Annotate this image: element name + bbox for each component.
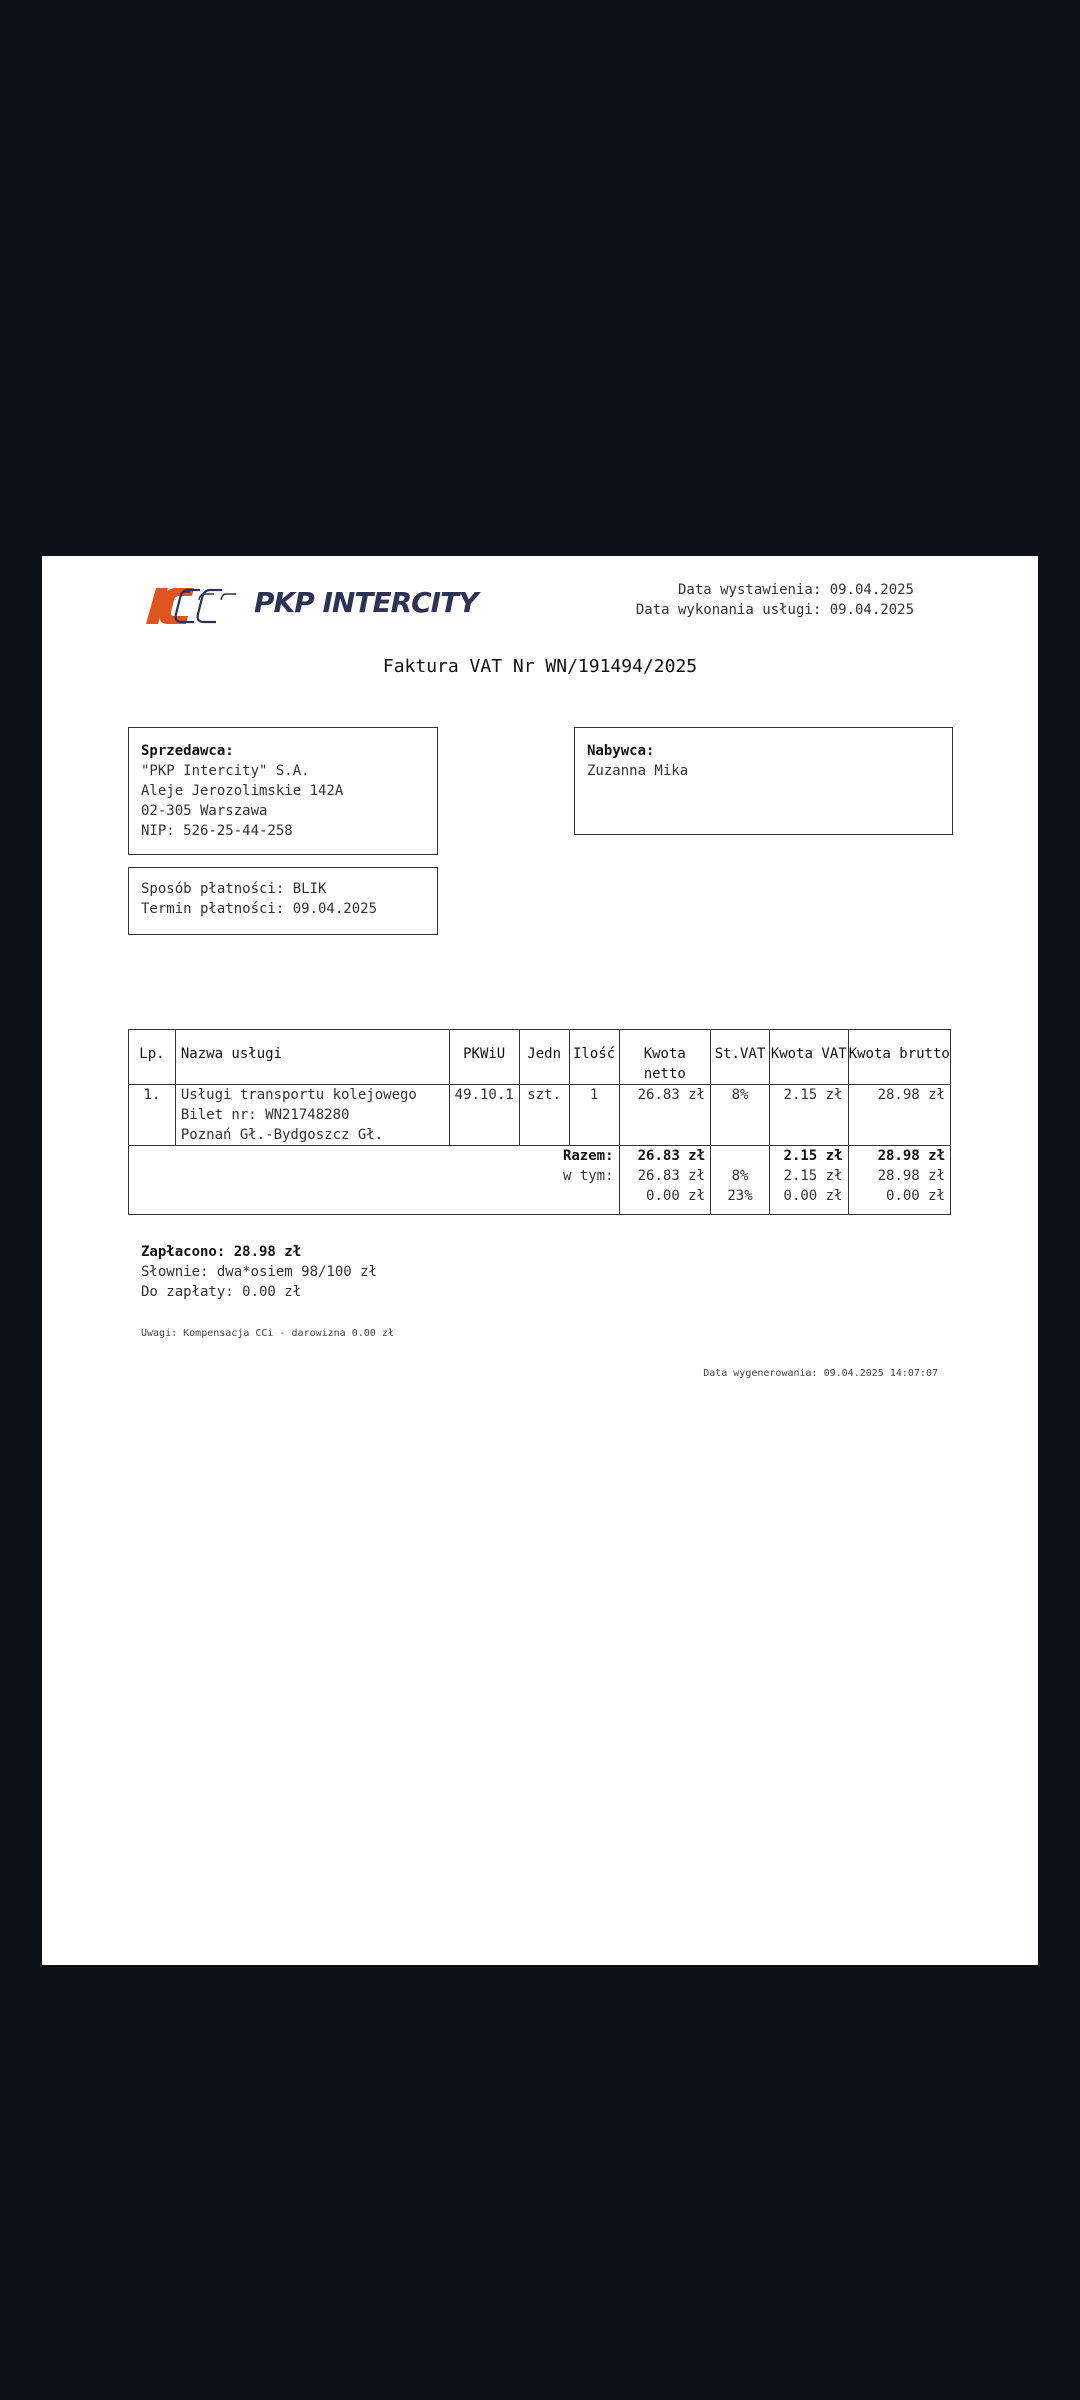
amount-to-pay: Do zapłaty: 0.00 zł <box>141 1284 302 1300</box>
amount-in-words: Słownie: dwa*osiem 98/100 zł <box>141 1264 378 1280</box>
invoice-note: Uwagi: Kompensacja CCi - darowizna 0.00 zł <box>141 1328 394 1339</box>
seller-nip: NIP: 526-25-44-258 <box>141 823 293 839</box>
invoice-dates <box>636 580 914 620</box>
item-vat: 2.15 zł <box>769 1085 848 1146</box>
breakdown-row <box>129 1166 951 1186</box>
breakdown-vat: 0.00 zł <box>769 1186 848 1215</box>
breakdown-label: w tym: <box>129 1166 620 1186</box>
breakdown-net: 0.00 zł <box>619 1186 711 1215</box>
ic-logo-icon <box>142 580 252 628</box>
payment-due: Termin płatności: 09.04.2025 <box>141 901 378 917</box>
breakdown-rate: 8% <box>711 1166 770 1186</box>
breakdown-rate: 23% <box>711 1186 770 1215</box>
col-name: Nazwa usługi <box>175 1030 449 1085</box>
breakdown-spacer <box>129 1186 620 1215</box>
logo-text: PKP INTERCITY <box>254 586 478 619</box>
totals-rate <box>711 1146 770 1167</box>
item-vat-rate: 8% <box>711 1085 770 1146</box>
buyer-heading: Nabywca: <box>587 743 655 759</box>
buyer-box <box>574 727 953 835</box>
item-route: Poznań Gł.-Bydgoszcz Gł. <box>180 1127 384 1143</box>
item-pkwiu: 49.10.1 <box>449 1085 519 1146</box>
col-vat: Kwota VAT <box>769 1030 848 1085</box>
item-gross: 28.98 zł <box>848 1085 950 1146</box>
breakdown-gross: 28.98 zł <box>848 1166 950 1186</box>
item-net: 26.83 zł <box>619 1085 711 1146</box>
seller-city: 02-305 Warszawa <box>141 803 268 819</box>
totals-label: Razem: <box>129 1146 620 1167</box>
item-name-line1: Usługi transportu kolejowego <box>180 1087 417 1103</box>
service-date: Data wykonania usługi: 09.04.2025 <box>635 602 914 618</box>
payment-summary <box>141 1242 377 1302</box>
col-unit: Jedn <box>519 1030 569 1085</box>
generated-date: Data wygenerowania: 09.04.2025 14:07:07 <box>703 1368 938 1379</box>
col-qty: Ilość <box>569 1030 619 1085</box>
pkp-intercity-logo <box>142 580 482 628</box>
totals-gross: 28.98 zł <box>848 1146 950 1167</box>
item-name <box>175 1085 449 1146</box>
table-row <box>129 1085 951 1146</box>
seller-box <box>128 727 438 855</box>
table-header-row <box>129 1030 951 1085</box>
seller-name: "PKP Intercity" S.A. <box>141 763 310 779</box>
item-unit: szt. <box>519 1085 569 1146</box>
invoice-table <box>128 1029 951 1215</box>
col-vat-rate: St.VAT <box>711 1030 770 1085</box>
col-gross: Kwota brutto <box>848 1030 950 1085</box>
col-pkwiu: PKWiU <box>449 1030 519 1085</box>
issue-date: Data wystawienia: 09.04.2025 <box>677 582 914 598</box>
item-qty: 1 <box>569 1085 619 1146</box>
breakdown-row <box>129 1186 951 1215</box>
totals-vat: 2.15 zł <box>769 1146 848 1167</box>
col-net: Kwota netto <box>619 1030 711 1085</box>
col-lp: Lp. <box>129 1030 176 1085</box>
breakdown-vat: 2.15 zł <box>769 1166 848 1186</box>
breakdown-gross: 0.00 zł <box>848 1186 950 1215</box>
item-lp: 1. <box>129 1085 176 1146</box>
paid-amount: Zapłacono: 28.98 zł <box>141 1244 302 1260</box>
payment-method: Sposób płatności: BLIK <box>141 881 327 897</box>
seller-heading: Sprzedawca: <box>141 743 234 759</box>
totals-row <box>129 1146 951 1167</box>
item-ticket-number: Bilet nr: WN21748280 <box>180 1107 350 1123</box>
buyer-name: Zuzanna Mika <box>587 763 689 779</box>
invoice-page <box>42 556 1038 1965</box>
seller-street: Aleje Jerozolimskie 142A <box>141 783 344 799</box>
breakdown-net: 26.83 zł <box>619 1166 711 1186</box>
invoice-title: Faktura VAT Nr WN/191494/2025 <box>382 656 698 677</box>
totals-net: 26.83 zł <box>619 1146 711 1167</box>
payment-box <box>128 867 438 935</box>
